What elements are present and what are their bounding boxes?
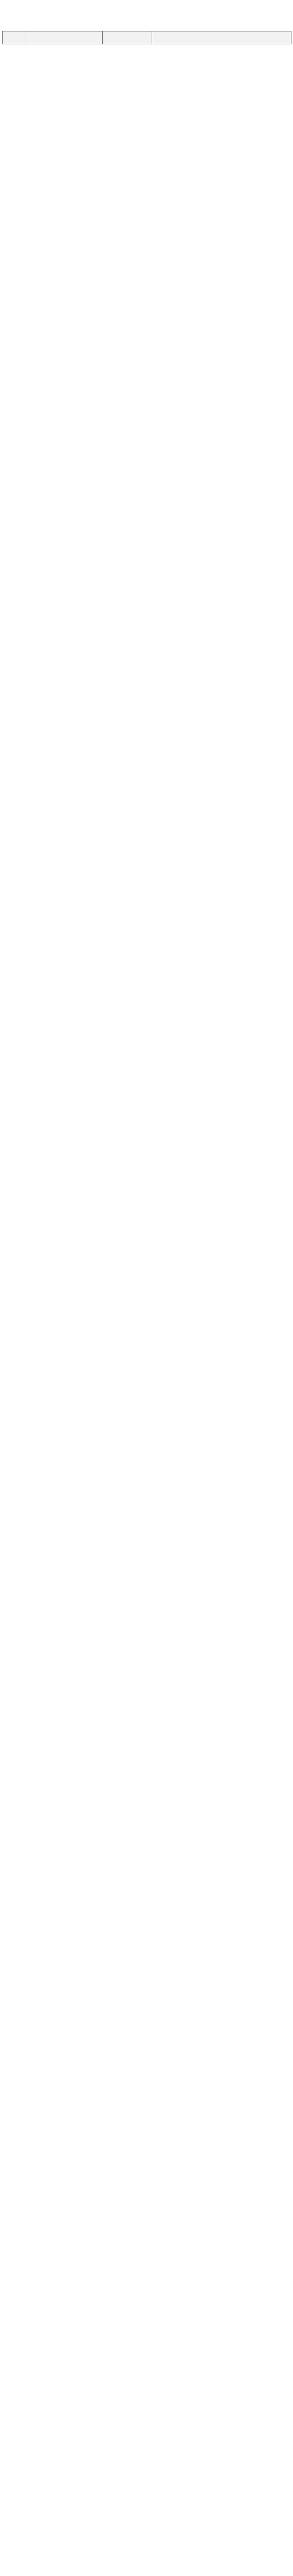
table-header-row (2, 31, 291, 44)
column-header-item (25, 31, 102, 44)
page-subtitle (0, 22, 293, 30)
donation-table (2, 31, 291, 44)
page-title (0, 0, 293, 22)
column-header-donor (152, 31, 291, 44)
column-header-qty (102, 31, 152, 44)
column-header-no (2, 31, 25, 44)
